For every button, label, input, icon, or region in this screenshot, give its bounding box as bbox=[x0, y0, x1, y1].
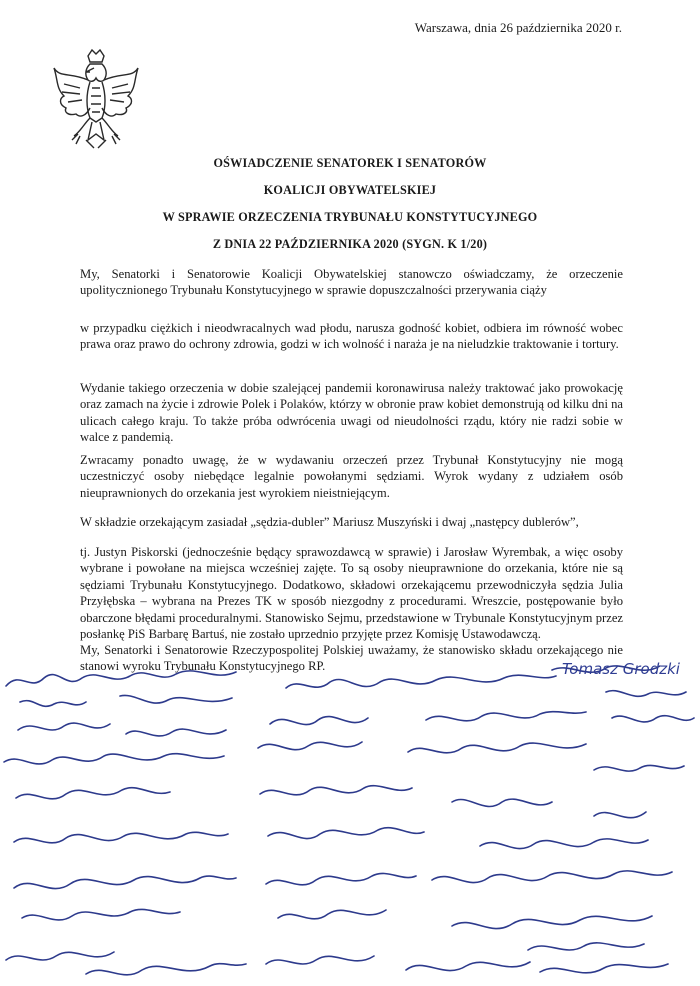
title-line-4: Z DNIA 22 PAŹDZIERNIKA 2020 (SYGN. K 1/20) bbox=[212, 237, 488, 251]
title-line-1: OŚWIADCZENIE SENATOREK I SENATORÓW bbox=[213, 156, 487, 170]
paragraph-3: Wydanie takiego orzeczenia w dobie szalejącej pandemii koronawirusa należy traktować jako prowokację oraz zamach na życie i zdrowie Polek i Polaków, którzy w obronie praw kobiet demonstrują od kilku dni na ulicach całego kraju. To także próba odwrócenia uwagi od nieudolności rządu, który nie radzi sobie w walce z pandemią. bbox=[80, 381, 624, 445]
paragraph-5: W składzie orzekającym zasiadał „sędzia-dubler” Mariusz Muszyński i dwaj „następcy dublerów”, bbox=[80, 515, 579, 529]
paragraph-6: tj. Justyn Piskorski (jednocześnie będący sprawozdawcą w sprawie) i Jarosław Wyrembak, a więc osoby wybrane i powołane na miejsca wcześniej zajęte. To są osoby nieuprawnione do orzekania, które nie są sędziami Trybunału Konstytucyjnego. Dodatkowo, składowi orzekającemu przewodniczyła sędzia Julia Przyłębska – wybrana na Prezes TK w sposób niezgodny z procedurami. Wreszcie, postępowanie było obarczone błędami proceduralnymi. Stanowisko Sejmu, przedstawione w Trybunale Konstytucyjnym przez posłankę PiS Barbarę Bartuś, nie zostało uprzednio przyjęte przez Komisję Ustawodawczą. bbox=[80, 545, 623, 642]
title-line-2: KOALICJI OBYWATELSKIEJ bbox=[263, 183, 437, 197]
paragraph-4: Zwracamy ponadto uwagę, że w wydawaniu orzeczeń przez Trybunał Konstytucyjny nie mogą uczestniczyć osoby niebędące legalnie powołanymi sędziami. Wyrok wydany z udziałem osób nieuprawnionych do orzekania jest wyrokiem nieistniejącym. bbox=[80, 453, 623, 500]
date-line: Warszawa, dnia 26 października 2020 r. bbox=[414, 20, 622, 35]
signature-grodzki: Tomasz Grodzki bbox=[562, 660, 680, 678]
statement-title bbox=[0, 150, 700, 258]
paragraph-2: w przypadku ciężkich i nieodwracalnych wad płodu, narusza godność kobiet, odbiera im równość wobec prawa oraz prawo do ochrony zdrowia, godzi w ich wolność i naraża je na nieludzkie traktowanie i tortury. bbox=[80, 321, 623, 352]
paragraph-1: My, Senatorki i Senatorowie Koalicji Obywatelskiej stanowczo oświadczamy, że orzeczenie upolitycznionego Trybunału Konstytucyjnego w sprawie dopuszczalności przerywania ciąży bbox=[80, 267, 623, 298]
signature-scribbles bbox=[4, 666, 694, 975]
signatures-area bbox=[0, 652, 700, 986]
paragraph-7: My, Senatorki i Senatorowie Rzeczypospolitej Polskiej uważamy, że stanowisko składu orzekającego nie stanowi wyroku Trybunału Konstytucyjnego RP. bbox=[80, 643, 623, 674]
title-line-3: W SPRAWIE ORZECZENIA TRYBUNAŁU KONSTYTUCYJNEGO bbox=[162, 210, 538, 224]
polish-eagle-icon bbox=[50, 48, 142, 152]
signature-overlay-text bbox=[562, 660, 681, 678]
